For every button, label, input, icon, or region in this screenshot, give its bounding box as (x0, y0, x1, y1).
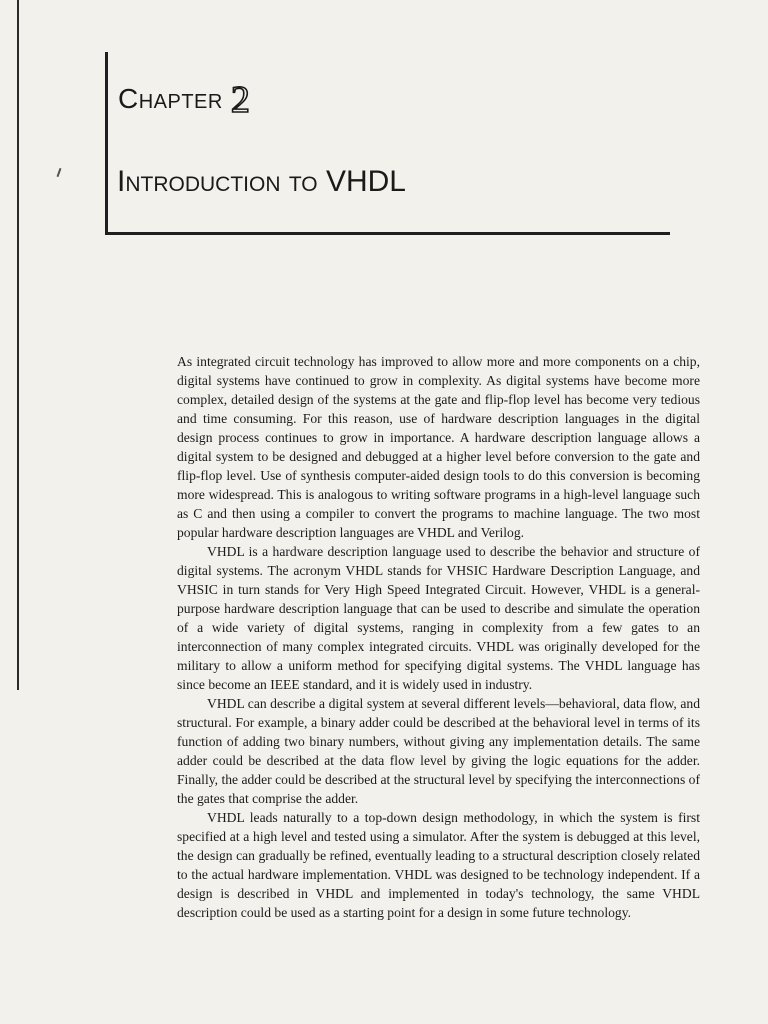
chapter-heading-vertical-rule (105, 52, 108, 234)
chapter-number: 2 (230, 79, 251, 121)
chapter-label (118, 78, 250, 122)
body-text (177, 352, 700, 922)
chapter-label-text: Chapter (118, 83, 223, 114)
paragraph: VHDL is a hardware description language used to describe the behavior and structure of digital systems. The acronym VHDL stands for VHSIC Hardware Description Language, and VHSIC in turn stands for Very High Speed Integrated Circuit. However, VHDL is a general-purpose hardware description language that can be used to describe and simulate the operation of a wide variety of digital systems, ranging in complexity from a few gates to an interconnection of many complex integrated circuits. VHDL was originally developed for the military to allow a uniform method for specifying digital systems. The VHDL language has since become an IEEE standard, and it is widely used in industry. (177, 544, 700, 692)
paragraph: VHDL can describe a digital system at several different levels—behavioral, data flow, and structural. For example, a binary adder could be described at the behavioral level in terms of its function of adding two binary numbers, without giving any implementation details. The same adder could be described at the data flow level by giving the logic equations for the adder. Finally, the adder could be described at the structural level by specifying the interconnections of the gates that comprise the adder. (177, 696, 700, 806)
stray-mark (57, 168, 62, 177)
paragraph: VHDL leads naturally to a top-down design methodology, in which the system is first specified at a high level and tested using a simulator. After the system is debugged at this level, the design can gradually be refined, eventually leading to a structural description closely related to the actual hardware implementation. VHDL was designed to be technology independent. If a design is described in VHDL and implemented in today's technology, the same VHDL description could be used as a starting point for a design in some future technology. (177, 810, 700, 920)
paragraph: As integrated circuit technology has improved to allow more and more components on a chip, digital systems have continued to grow in complexity. As digital systems have become more complex, detailed design of the systems at the gate and flip-flop level has become very tedious and time consuming. For this reason, use of hardware description languages in the digital design process continues to grow in importance. A hardware description language allows a digital system to be designed and debugged at a higher level before conversion to the gate and flip-flop level. Use of synthesis computer-aided design tools to do this conversion is becoming more widespread. This is analogous to writing software programs in a high-level language such as C and then using a compiler to convert the programs to machine language. The two most popular hardware description languages are VHDL and Verilog. (177, 354, 700, 540)
chapter-title: Introduction to VHDL (117, 165, 406, 198)
chapter-heading-horizontal-rule (105, 232, 670, 235)
page-binding-edge (17, 0, 19, 690)
